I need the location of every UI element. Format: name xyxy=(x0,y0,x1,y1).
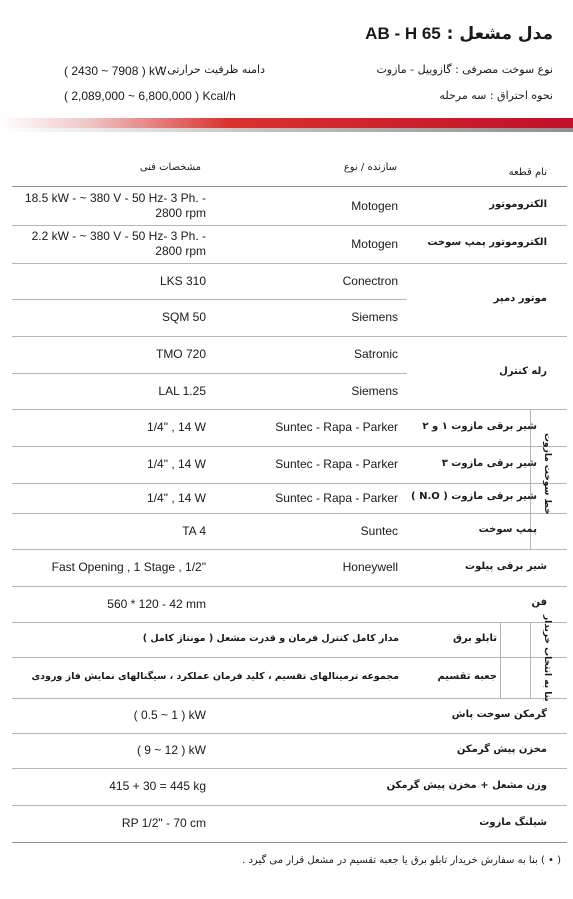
spec-cell: 1/4" , 14 W xyxy=(147,490,206,505)
maker-cell: Suntec xyxy=(360,523,398,538)
spec-cell: 560 * 120 - 42 mm xyxy=(107,596,206,611)
row-separator xyxy=(12,263,567,264)
spec-cell: LKS 310 xyxy=(159,273,206,288)
combustion-label: نحوه احتراق : xyxy=(489,89,553,102)
row-separator xyxy=(12,513,567,514)
row-separator xyxy=(12,657,567,658)
spec-cell: 1/4" , 14 W xyxy=(147,457,206,471)
row-separator xyxy=(12,586,567,587)
column-header-spec: مشخصات فنی xyxy=(139,162,201,173)
header-grey-bar xyxy=(0,128,573,132)
row-separator xyxy=(12,225,567,226)
maker-cell: Conectron xyxy=(342,273,398,288)
maker-cell: Motogen xyxy=(351,236,398,251)
maker-cell: Suntec - Rapa - Parker xyxy=(275,490,398,505)
footnote: ( • ) بنا به سفارش خریدار تابلو برق یا جعبه تقسیم در مشعل قرار می گیرد . xyxy=(242,855,561,866)
row-separator xyxy=(12,768,567,769)
spec-cell: 2.2 kW - ~ 380 V - 50 Hz- 3 Ph. - 2800 rpm xyxy=(31,229,206,258)
row-separator xyxy=(12,373,407,374)
part-name-cell: وزن مشعل + مخزن پیش گرمکن xyxy=(386,779,547,791)
part-name-cell: شیر برقی مازوت ( N.O ) xyxy=(411,491,537,502)
combustion-line xyxy=(439,89,553,102)
spec-cell: مجموعه ترمینالهای تقسیم ، کلید فرمان عملکرد ، سیگنالهای نمایش فاز ورودی xyxy=(31,670,399,682)
row-separator xyxy=(12,805,567,806)
part-name-cell: شیر برقی مازوت ۳ xyxy=(441,457,537,469)
fuel-value: گازوییل - مازوت xyxy=(376,63,452,76)
capacity-kw: ( 2430 ~ 7908 ) kW xyxy=(64,64,167,78)
maker-cell: Siemens xyxy=(351,383,398,398)
row-separator xyxy=(12,733,567,734)
part-name-cell: شیر برقی پیلوت xyxy=(465,560,547,572)
spec-cell: مدار کامل کنترل فرمان و قدرت مشعل ( مونتاژ کامل ) xyxy=(142,632,399,644)
model-label: مدل مشعل : xyxy=(446,24,553,44)
row-separator xyxy=(12,549,567,550)
part-name-cell: الکتروموتور xyxy=(489,199,547,210)
part-name-cell: موتور دمپر xyxy=(493,292,547,304)
spec-cell: SQM 50 xyxy=(161,310,206,324)
part-name-cell: تابلو برق xyxy=(452,632,497,644)
spec-cell: TA 4 xyxy=(182,523,206,538)
part-name-cell: شیلنگ مازوت xyxy=(479,816,547,828)
maker-cell: Honeywell xyxy=(342,560,398,574)
spec-cell: LAL 1.25 xyxy=(158,383,206,398)
part-name-cell: گرمکن سوخت پاش xyxy=(451,708,547,720)
part-name-cell: پمپ سوخت xyxy=(478,524,537,535)
capacity-kcal: ( 2,089,000 ~ 6,800,000 ) Kcal/h xyxy=(64,89,236,103)
spec-cell: Fast Opening , 1 Stage , 1/2" xyxy=(51,560,206,574)
row-separator xyxy=(12,409,567,410)
part-name-cell: شیر برقی مازوت ۱ و ۲ xyxy=(422,420,537,432)
fuel-label: نوع سوخت مصرفی : xyxy=(455,63,553,76)
row-separator xyxy=(12,446,567,447)
spec-cell: 18.5 kW - ~ 380 V - 50 Hz- 3 Ph. - 2800 rpm xyxy=(24,191,206,220)
table-top-rule xyxy=(12,186,567,187)
row-separator xyxy=(12,622,567,623)
model-title xyxy=(365,24,553,44)
column-header-maker: سازنده / نوع xyxy=(343,162,397,173)
part-name-cell: الکتروموتور پمپ سوخت xyxy=(427,237,547,248)
part-name-cell: فن xyxy=(531,597,547,608)
buyer-inner-divider xyxy=(500,622,501,698)
group-label-buyer-choice: بنا به انتخاب خریدار xyxy=(542,615,552,702)
group-divider-buyer-choice xyxy=(530,622,531,698)
spec-cell: RP 1/2" - 70 cm xyxy=(121,816,206,830)
row-separator xyxy=(12,336,567,337)
group-label-fuel-line: خط سوخت مازوت xyxy=(542,433,552,515)
row-separator xyxy=(12,842,567,843)
header-red-bar xyxy=(0,118,573,128)
maker-cell: Siemens xyxy=(351,310,398,324)
column-header-part: نام قطعه xyxy=(508,167,547,178)
maker-cell: Satronic xyxy=(353,347,398,361)
row-separator xyxy=(12,698,567,699)
part-name-cell: رله کنترل xyxy=(499,365,547,377)
maker-cell: Motogen xyxy=(351,198,398,213)
spec-cell: ( 9 ~ 12 ) kW xyxy=(136,743,206,757)
spec-cell: ( 0.5 ~ 1 ) kW xyxy=(133,708,206,722)
spec-cell: 415 + 30 = 445 kg xyxy=(109,779,206,793)
maker-cell: Suntec - Rapa - Parker xyxy=(275,420,398,434)
part-name-cell: مخزن پیش گرمکن xyxy=(456,743,547,755)
combustion-value: سه مرحله xyxy=(439,89,487,102)
row-separator xyxy=(12,299,407,300)
spec-cell: TMO 720 xyxy=(155,347,206,361)
model-code: AB - H 65 xyxy=(365,24,441,43)
fuel-type-line xyxy=(376,63,553,76)
capacity-label: دامنه ظرفیت حرارتی : xyxy=(160,63,265,76)
spec-cell: 1/4" , 14 W xyxy=(147,420,206,434)
maker-cell: Suntec - Rapa - Parker xyxy=(275,457,398,471)
part-name-cell: جعبه تقسیم xyxy=(437,670,497,682)
row-separator xyxy=(12,483,567,484)
